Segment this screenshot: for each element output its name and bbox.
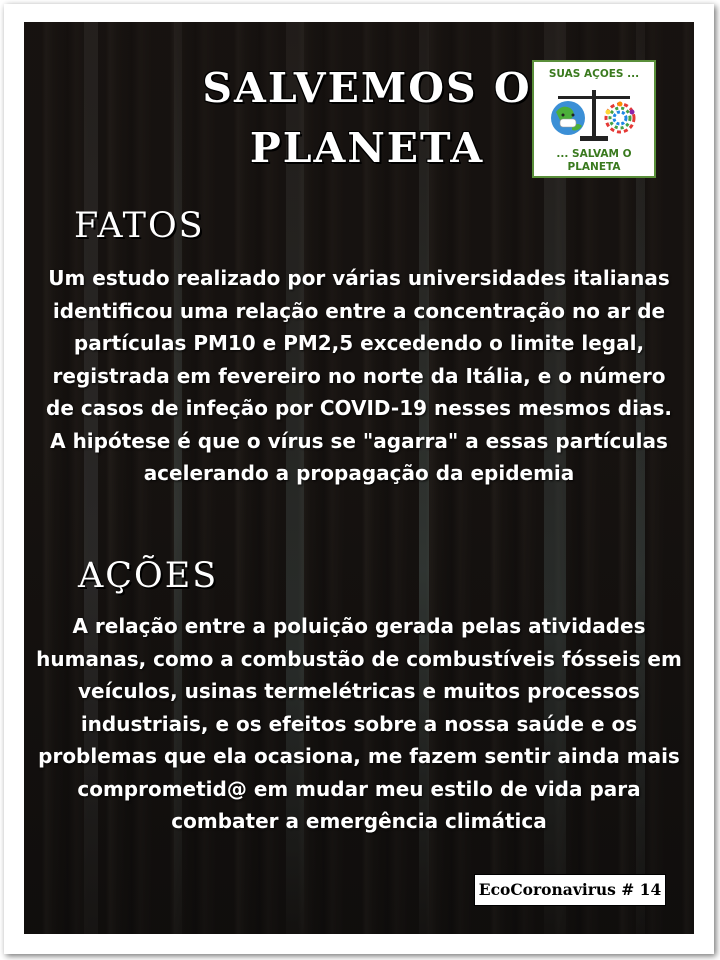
poster-title [192, 58, 542, 178]
actions-heading: AÇÕES [78, 556, 219, 596]
logo-bottom-line-2: PLANETA [567, 161, 621, 173]
logo-bottom-text [534, 148, 654, 174]
logo-bottom-line-1: ... SALVAM O [556, 148, 632, 160]
campaign-logo [532, 60, 656, 178]
title-line-2: PLANETA [249, 124, 485, 172]
poster [24, 22, 694, 934]
title-line-1: SALVEMOS O [202, 64, 532, 112]
logo-top-text: SUAS AÇOES ... [548, 68, 640, 80]
earth-with-mask-and-scale-icon [542, 82, 646, 146]
actions-text: A relação entre a poluição gerada pelas atividades humanas, como a combustão de combustíveis fósseis em veículos, usinas termelétricas e muitos processos industriais, e os efeitos sobre a nossa saúde e os problemas que ela ocasiona, me fazem sentir ainda mais comprometid@ em mudar meu estilo de vida para combater a emergência climática [36, 614, 682, 833]
facts-heading: FATOS [74, 206, 205, 246]
ecocoronavirus-tag: EcoCoronavirus # 14 [474, 874, 666, 906]
facts-text: Um estudo realizado por várias universidades italianas identificou uma relação entre a concentração no ar de partículas PM10 e PM2,5 excedendo o limite legal, registrada em fevereiro no norte da Itália, e o número de casos de infeção por COVID-19 nesses mesmos dias. A hipótese é que o vírus se "agarra" a essas partículas acelerando a propagação da epidemia [46, 266, 672, 485]
